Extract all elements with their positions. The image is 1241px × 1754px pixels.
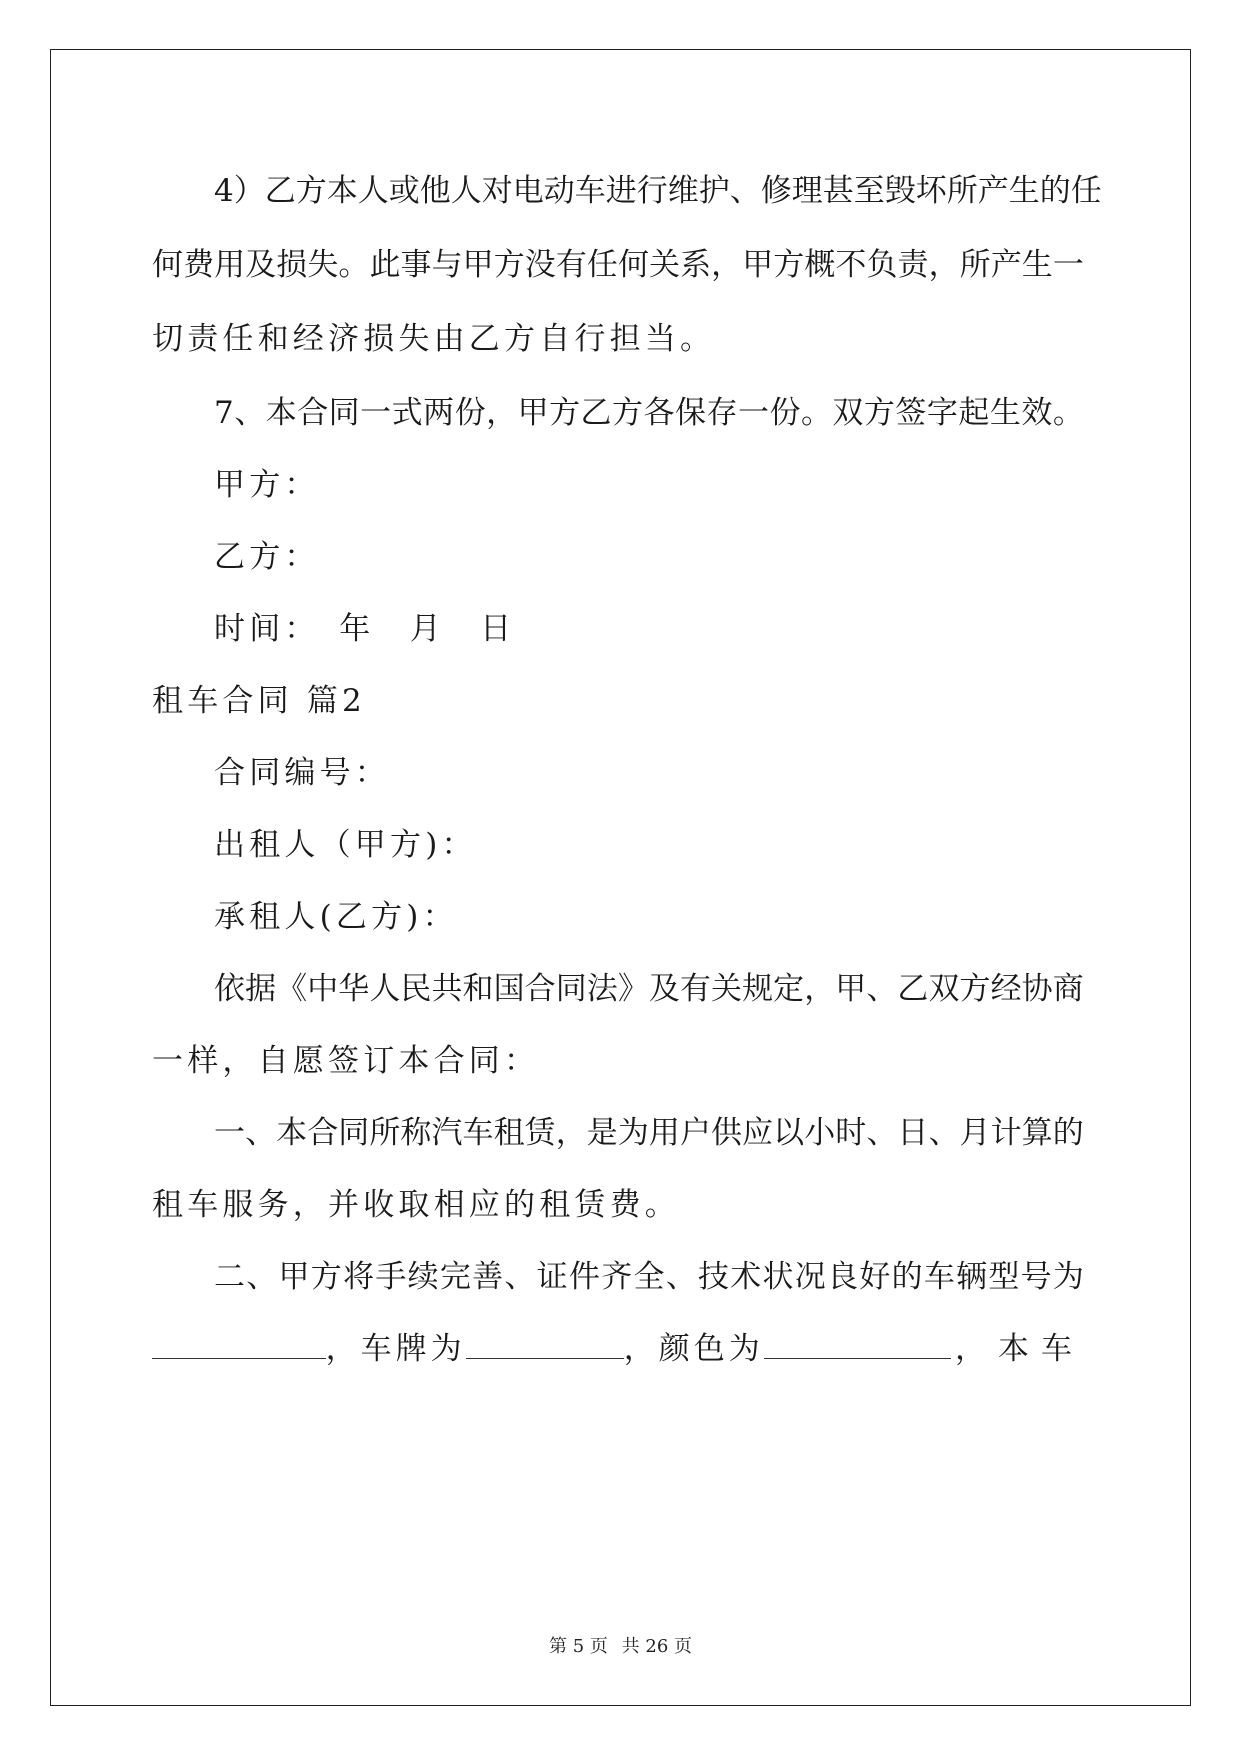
lessee-label: 承租人(乙方)： xyxy=(214,899,458,935)
plate-label: ，车牌为 xyxy=(325,1331,466,1367)
preamble-line-2: 一样，自愿签订本合同： xyxy=(152,1043,540,1079)
party-a-label: 甲方： xyxy=(214,467,320,503)
party-b-label: 乙方： xyxy=(214,539,320,575)
paragraph-line-3: 切责任和经济损失由乙方自行担当。 xyxy=(152,321,716,357)
date-label: 时间： 年 月 日 xyxy=(214,611,516,647)
section-heading: 租车合同 篇2 xyxy=(152,683,366,719)
contract-number-label: 合同编号： xyxy=(214,755,390,791)
color-label: ，颜色为 xyxy=(623,1331,764,1367)
this-car-label: ，本车 xyxy=(955,1331,1085,1367)
vehicle-model-blank[interactable] xyxy=(152,1332,326,1359)
clause-7: 7 、 本 合 同 一 式 两 份 ， 甲 方 乙 方 各 保 存 一 份 。 双 方 签 字 起 生 效 。 xyxy=(214,395,1084,431)
page-frame xyxy=(50,49,1191,1706)
lessor-label: 出租人（甲方)： xyxy=(214,827,477,863)
color-blank[interactable] xyxy=(764,1332,951,1359)
clause-1-line-1: 一 、 本 合 同 所 称 汽 车 租 赁 ， 是 为 用 户 供 应 以 小 时 、 日 、 月 计 算 的 xyxy=(214,1115,1084,1151)
total-pages: 共 26 页 xyxy=(621,1636,692,1657)
preamble-line-1: 依 据 《 中 华 人 民 共 和 国 合 同 法 》 及 有 关 规 定 ， 甲 、 乙 双 方 经 协 商 xyxy=(214,971,1084,1007)
page-number: 第 5 页 xyxy=(549,1636,608,1657)
page-footer xyxy=(0,1632,1241,1658)
clause-1-line-2: 租车服务，并收取相应的租赁费。 xyxy=(152,1187,680,1223)
plate-number-blank[interactable] xyxy=(466,1332,624,1359)
clause-2-line-1: 二 、 甲 方 将 手 续 完 善 、 证 件 齐 全 、 技 术 状 况 良 好 的 车 辆 型 号 为 xyxy=(214,1259,1084,1295)
clause-2-fill-line xyxy=(152,1329,1084,1369)
paragraph-line-2: 何 费 用 及 损 失 。 此 事 与 甲 方 没 有 任 何 关 系 ， 甲 方 概 不 负 责 ， 所 产 生 一 xyxy=(152,247,1084,283)
paragraph-line-1: 4 ） 乙 方 本 人 或 他 人 对 电 动 车 进 行 维 护 、 修 理 甚 至 毁 坏 所 产 生 的 任 xyxy=(214,173,1102,209)
